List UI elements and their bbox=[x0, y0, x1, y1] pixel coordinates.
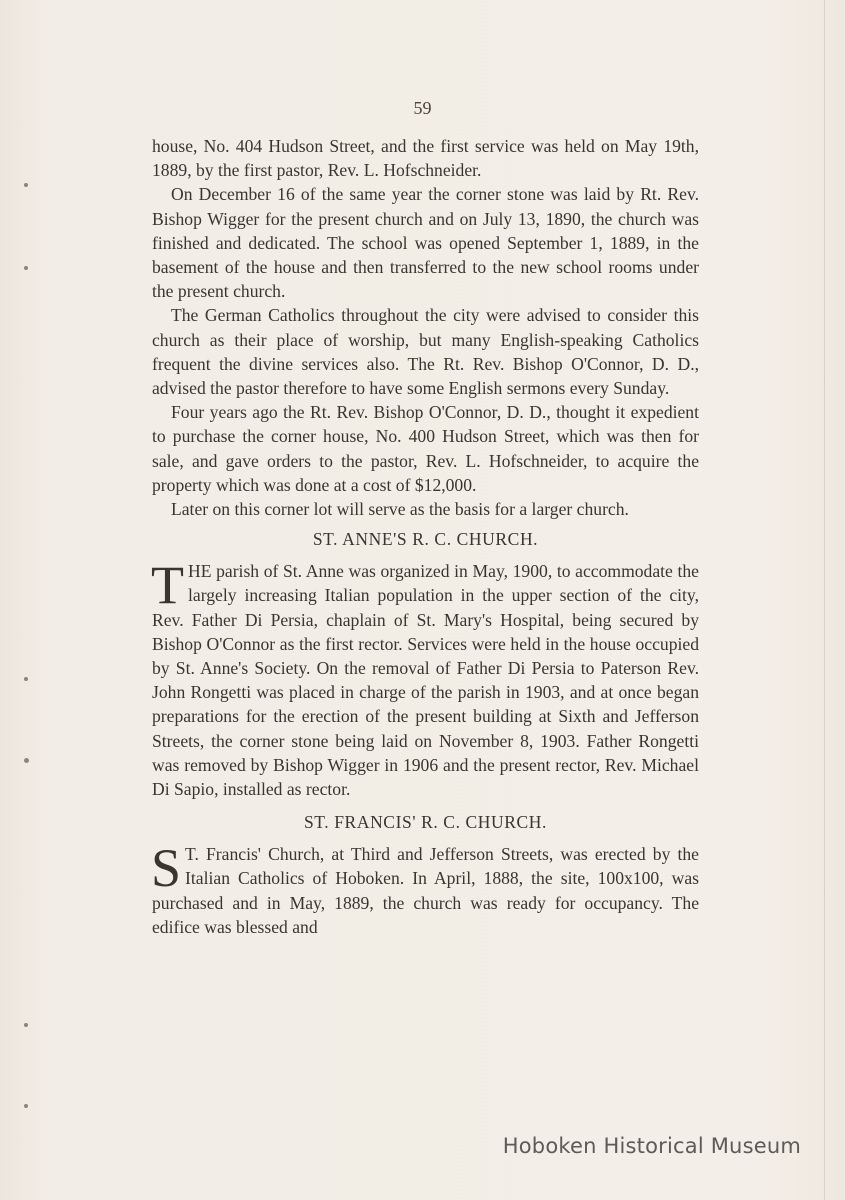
watermark: Hoboken Historical Museum bbox=[502, 1134, 801, 1158]
binding-hole bbox=[24, 677, 28, 681]
paragraph-st-francis bbox=[151, 838, 699, 939]
binding-hole bbox=[24, 758, 29, 763]
binding-hole bbox=[24, 1023, 28, 1027]
page-number: 59 bbox=[413, 98, 432, 118]
paragraph-st-francis-text: T. Francis' Church, at Third and Jefferson Streets, was erected by the Italian Catholics of Hoboken. In April, 1888, the site, 100x100, was purchased and in May, 1889, the church was ready for occupancy. The edifice was blessed and bbox=[152, 844, 699, 937]
paragraph-st-annes-text: HE parish of St. Anne was organized in May, 1900, to accommodate the largely increasing Italian population in the upper section of the city, Rev. Father Di Persia, chaplain of St. Mary's Hospital, being secured by Bishop O'Connor as the first rector. Services were held in the house occupied by St. Anne's Society. On the removal of Father Di Persia to Paterson Rev. John Rongetti was placed in charge of the parish in 1903, and at once began preparations for the erection of the present building at Sixth and Jefferson Streets, the corner stone being laid on November 8, 1903. Father Rongetti was removed by Bishop Wigger in 1906 and the present rector, Rev. Michael Di Sapio, installed as rector. bbox=[152, 561, 699, 800]
binding-hole bbox=[24, 1104, 28, 1108]
page-fold-line bbox=[824, 0, 825, 1200]
binding-hole bbox=[24, 266, 28, 270]
text-column bbox=[152, 134, 699, 939]
paragraph-intro-1: house, No. 404 Hudson Street, and the first service was held on May 19th, 1889, by the first pastor, Rev. L. Hofschneider. bbox=[152, 136, 699, 181]
paragraph-intro-2: On December 16 of the same year the corner stone was laid by Rt. Rev. Bishop Wigger for the present church and on July 13, 1890, the church was finished and dedicated. The school was opened September 1, 1889, in the basement of the house and then transferred to the new school rooms under the present church. bbox=[152, 184, 699, 302]
binding-hole bbox=[24, 183, 28, 187]
section-heading-st-annes: ST. ANNE'S R. C. CHURCH. bbox=[312, 529, 539, 550]
section-heading-st-francis: ST. FRANCIS' R. C. CHURCH. bbox=[303, 812, 548, 833]
drop-cap-s: S bbox=[151, 838, 182, 899]
paragraph-st-annes bbox=[151, 555, 699, 801]
drop-cap-t: T bbox=[151, 555, 184, 616]
paragraph-intro-3: The German Catholics throughout the city were advised to consider this church as their place of worship, but many English-speaking Catholics frequent the divine services also. The Rt. Rev. Bishop O'Connor, D. D., advised the pastor therefore to have some English sermons every Sunday. bbox=[152, 305, 699, 399]
paragraph-intro-4: Four years ago the Rt. Rev. Bishop O'Connor, D. D., thought it expedient to purchase the corner house, No. 400 Hudson Street, which was then for sale, and gave orders to the pastor, Rev. L. Hofschneider, to acquire the property which was done at a cost of $12,000. bbox=[152, 402, 699, 495]
paragraph-intro-5: Later on this corner lot will serve as the basis for a larger church. bbox=[171, 499, 629, 520]
